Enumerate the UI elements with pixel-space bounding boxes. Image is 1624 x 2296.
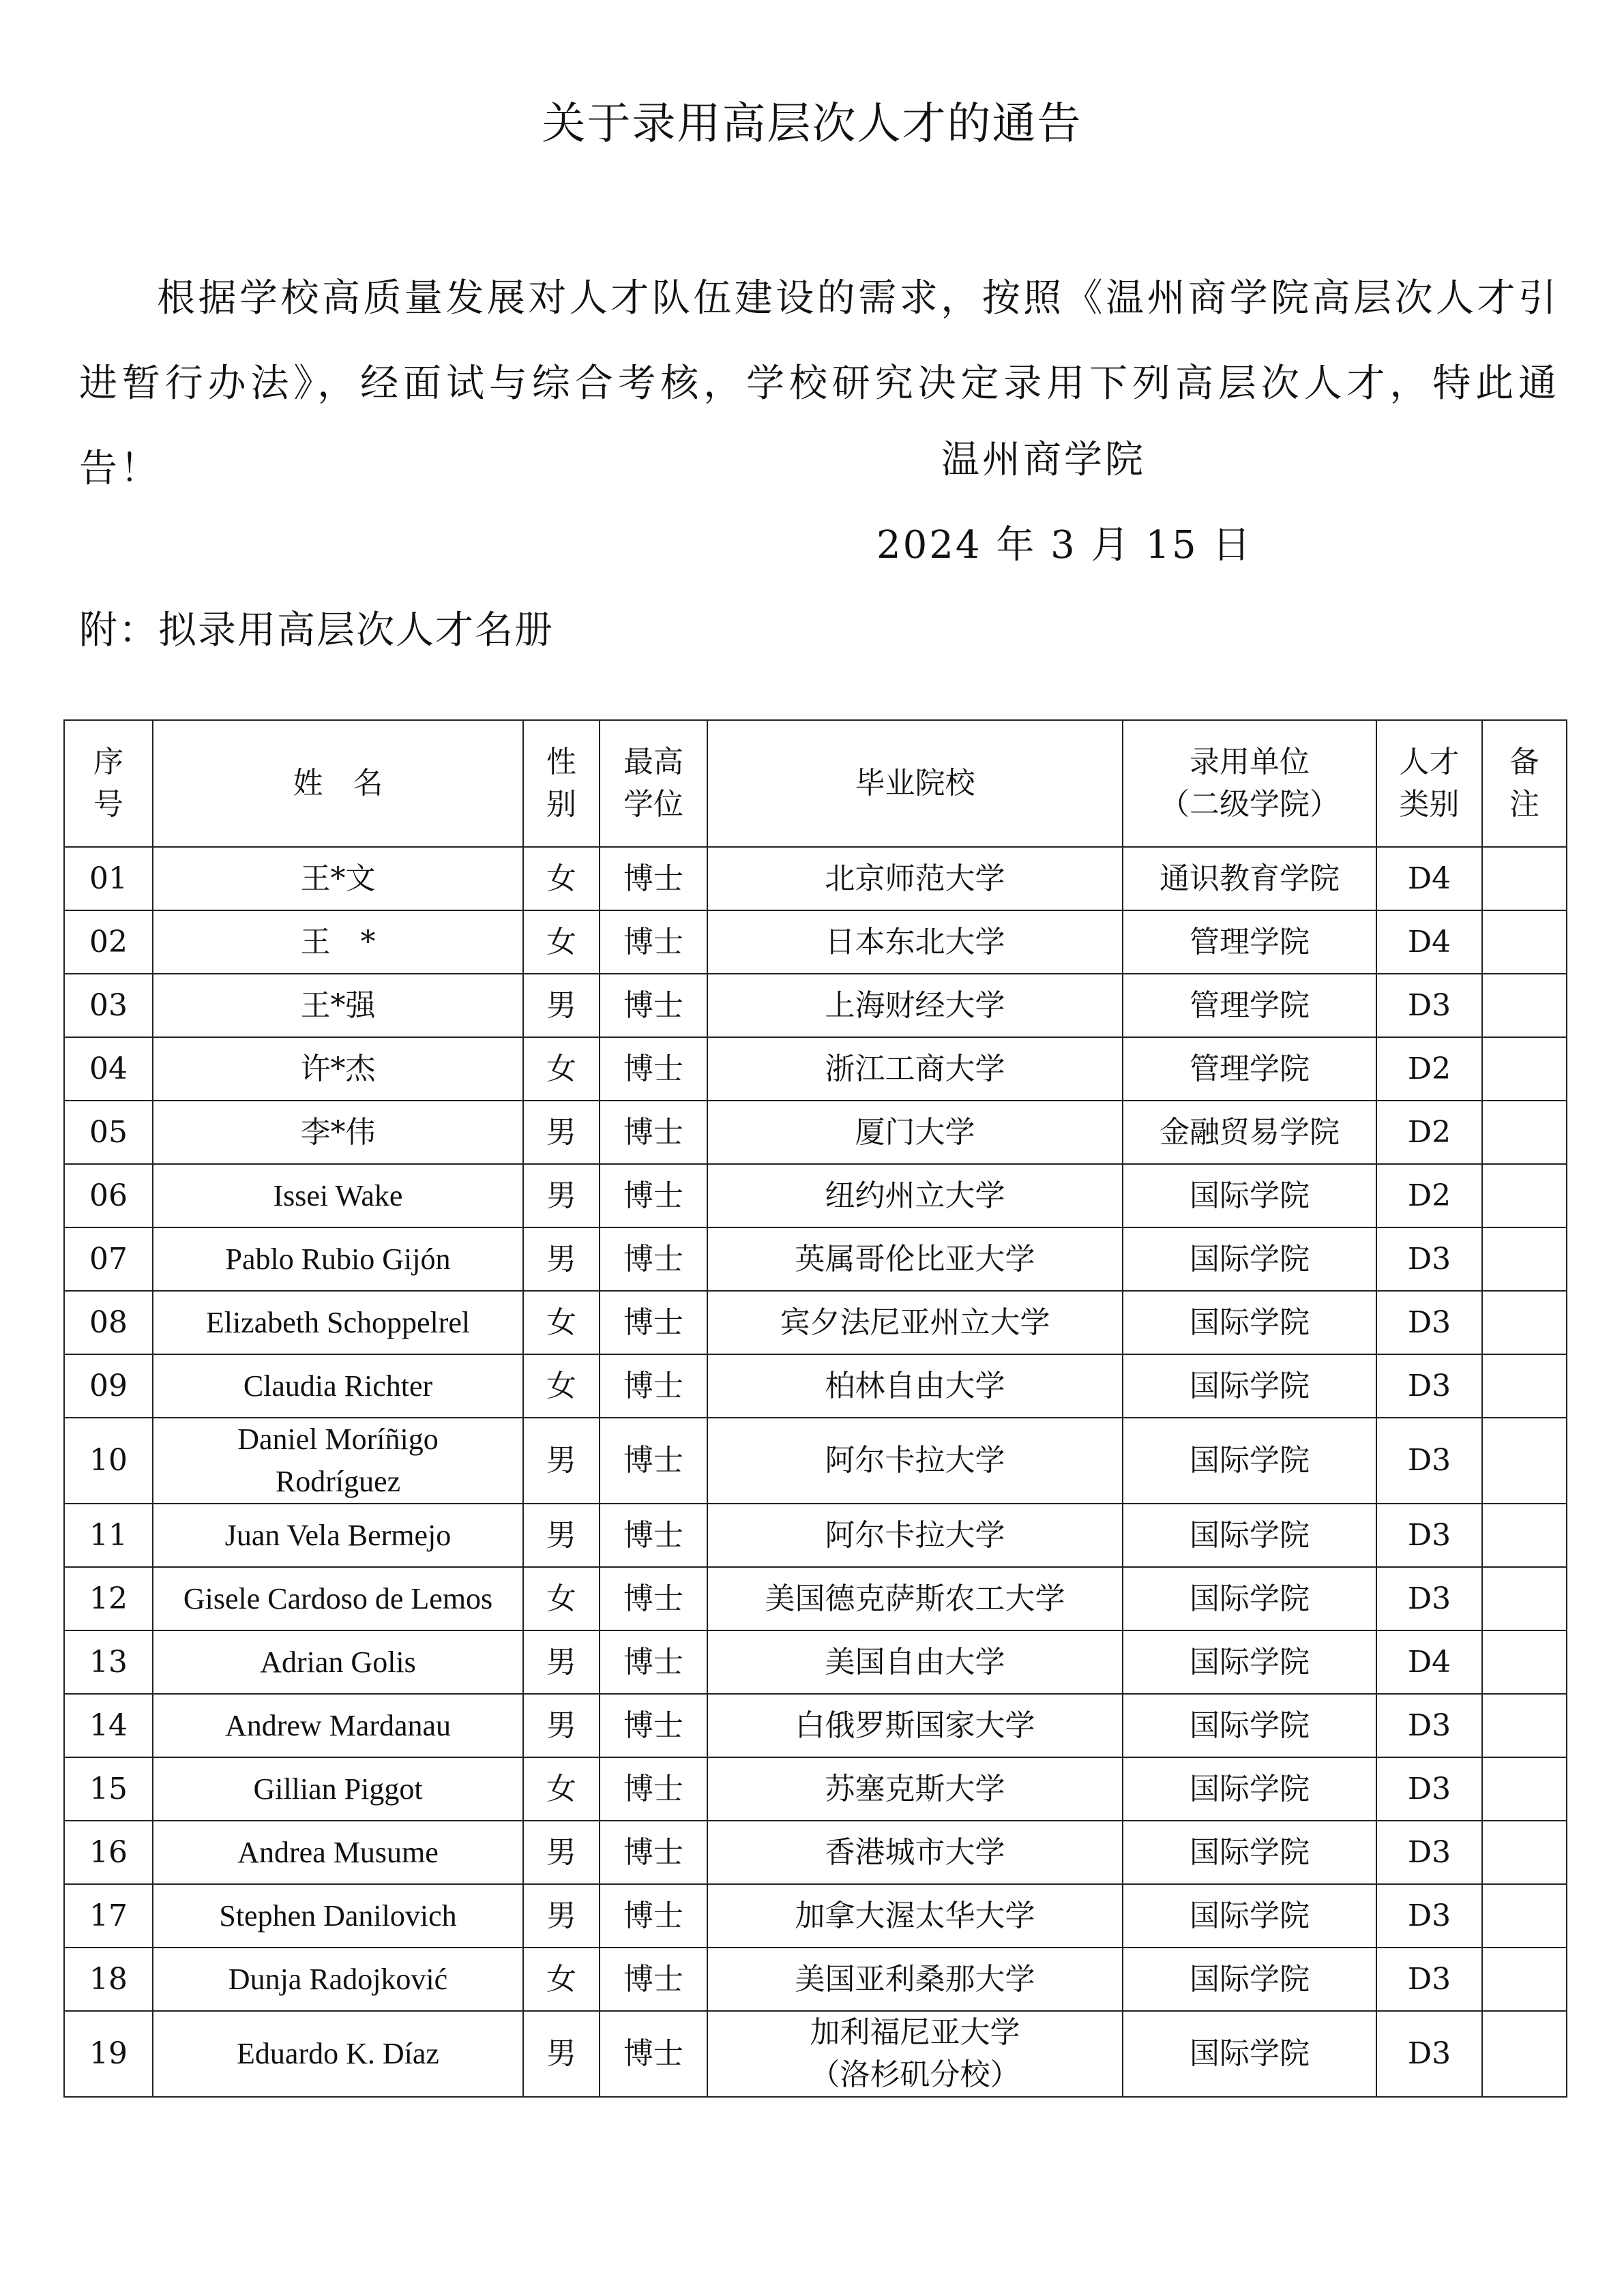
- cell-name: Andrea Musume: [153, 1821, 523, 1884]
- table-row: [64, 1757, 1567, 1821]
- table-row: [64, 1884, 1567, 1948]
- header-no-line2: 号: [93, 787, 123, 822]
- cell-category: D2: [1376, 1037, 1482, 1101]
- table-row: [64, 1227, 1567, 1291]
- cell-category: D3: [1376, 1227, 1482, 1291]
- cell-school: 阿尔卡拉大学: [707, 1418, 1123, 1504]
- cell-remarks: [1482, 1757, 1567, 1821]
- header-category-line1: 人才: [1399, 745, 1460, 779]
- cell-school: 白俄罗斯国家大学: [707, 1694, 1123, 1757]
- cell-name-line2: Rodríguez: [275, 1465, 401, 1498]
- cell-degree: 博士: [600, 974, 707, 1037]
- cell-remarks: [1482, 974, 1567, 1037]
- cell-remarks: [1482, 1037, 1567, 1101]
- cell-remarks: [1482, 1504, 1567, 1567]
- cell-unit: 国际学院: [1123, 1227, 1376, 1291]
- cell-remarks: [1482, 1164, 1567, 1227]
- cell-school: [707, 2011, 1123, 2097]
- cell-no: 01: [64, 847, 153, 910]
- cell-no: 10: [64, 1418, 153, 1504]
- cell-remarks: [1482, 2011, 1567, 2097]
- cell-degree: 博士: [600, 910, 707, 974]
- table-row: [64, 1821, 1567, 1884]
- table-row: [64, 1567, 1567, 1630]
- cell-school: 加拿大渥太华大学: [707, 1884, 1123, 1948]
- cell-no: 15: [64, 1757, 153, 1821]
- cell-unit: 国际学院: [1123, 1291, 1376, 1354]
- header-unit-line1: 录用单位: [1190, 745, 1310, 779]
- cell-category: D3: [1376, 1821, 1482, 1884]
- cell-name: Juan Vela Bermejo: [153, 1504, 523, 1567]
- cell-school: 纽约州立大学: [707, 1164, 1123, 1227]
- cell-remarks: [1482, 847, 1567, 910]
- cell-gender: 女: [523, 1037, 600, 1101]
- cell-name: Dunja Radojković: [153, 1948, 523, 2011]
- cell-unit: 管理学院: [1123, 1037, 1376, 1101]
- header-remarks: [1482, 720, 1567, 847]
- cell-gender: 女: [523, 1757, 600, 1821]
- table-row: [64, 1418, 1567, 1504]
- cell-name: Andrew Mardanau: [153, 1694, 523, 1757]
- cell-unit: 通识教育学院: [1123, 847, 1376, 910]
- cell-unit: 国际学院: [1123, 1504, 1376, 1567]
- cell-category: D3: [1376, 1694, 1482, 1757]
- cell-no: 03: [64, 974, 153, 1037]
- cell-gender: 男: [523, 1630, 600, 1694]
- cell-category: D3: [1376, 1948, 1482, 2011]
- header-no-line1: 序: [93, 745, 123, 779]
- cell-category: D3: [1376, 1757, 1482, 1821]
- cell-degree: 博士: [600, 1757, 707, 1821]
- cell-no: 07: [64, 1227, 153, 1291]
- cell-degree: 博士: [600, 1291, 707, 1354]
- cell-no: 16: [64, 1821, 153, 1884]
- cell-gender: 男: [523, 1884, 600, 1948]
- cell-unit: 国际学院: [1123, 1757, 1376, 1821]
- cell-category: D2: [1376, 1101, 1482, 1164]
- cell-degree: 博士: [600, 1037, 707, 1101]
- header-remarks-line2: 注: [1509, 787, 1539, 822]
- table-row: [64, 1948, 1567, 2011]
- cell-school: 英属哥伦比亚大学: [707, 1227, 1123, 1291]
- cell-unit: 国际学院: [1123, 1694, 1376, 1757]
- header-degree-line1: 最高: [623, 745, 683, 779]
- header-name: 姓 名: [153, 720, 523, 847]
- table-row: [64, 847, 1567, 910]
- cell-remarks: [1482, 1821, 1567, 1884]
- cell-name: Adrian Golis: [153, 1630, 523, 1694]
- cell-remarks: [1482, 1418, 1567, 1504]
- cell-name: Stephen Danilovich: [153, 1884, 523, 1948]
- table-row: [64, 1354, 1567, 1418]
- cell-school: 阿尔卡拉大学: [707, 1504, 1123, 1567]
- attachment-title: 附：拟录用高层次人才名册: [79, 608, 554, 653]
- cell-name: 王*文: [153, 847, 523, 910]
- cell-category: D3: [1376, 1504, 1482, 1567]
- cell-remarks: [1482, 910, 1567, 974]
- cell-gender: 女: [523, 847, 600, 910]
- cell-degree: 博士: [600, 1948, 707, 2011]
- cell-remarks: [1482, 1567, 1567, 1630]
- cell-remarks: [1482, 1227, 1567, 1291]
- cell-school: 香港城市大学: [707, 1821, 1123, 1884]
- table-row: [64, 1630, 1567, 1694]
- talent-roster-table: [63, 719, 1567, 2098]
- cell-category: D3: [1376, 974, 1482, 1037]
- cell-degree: 博士: [600, 847, 707, 910]
- cell-remarks: [1482, 1630, 1567, 1694]
- cell-degree: 博士: [600, 1227, 707, 1291]
- cell-school: 美国自由大学: [707, 1630, 1123, 1694]
- cell-unit: 国际学院: [1123, 2011, 1376, 2097]
- cell-school: 美国德克萨斯农工大学: [707, 1567, 1123, 1630]
- cell-gender: 男: [523, 1227, 600, 1291]
- cell-unit: 国际学院: [1123, 1418, 1376, 1504]
- cell-name: Claudia Richter: [153, 1354, 523, 1418]
- cell-unit: 国际学院: [1123, 1630, 1376, 1694]
- table-row: [64, 1504, 1567, 1567]
- header-school: 毕业院校: [707, 720, 1123, 847]
- header-degree-line2: 学位: [623, 787, 683, 822]
- cell-unit: 国际学院: [1123, 1948, 1376, 2011]
- cell-category: D3: [1376, 1567, 1482, 1630]
- cell-name: 李*伟: [153, 1101, 523, 1164]
- cell-gender: 男: [523, 1821, 600, 1884]
- header-unit-line2: （二级学院）: [1160, 787, 1340, 822]
- cell-gender: 女: [523, 1354, 600, 1418]
- cell-gender: 男: [523, 1504, 600, 1567]
- cell-school: 柏林自由大学: [707, 1354, 1123, 1418]
- cell-school: 苏塞克斯大学: [707, 1757, 1123, 1821]
- cell-degree: 博士: [600, 1884, 707, 1948]
- cell-category: D3: [1376, 1884, 1482, 1948]
- cell-no: 02: [64, 910, 153, 974]
- cell-gender: 男: [523, 1694, 600, 1757]
- signer: 温州商学院: [941, 438, 1146, 482]
- cell-remarks: [1482, 1101, 1567, 1164]
- cell-degree: 博士: [600, 1630, 707, 1694]
- page-title: 关于录用高层次人才的通告: [542, 99, 1082, 149]
- cell-gender: 男: [523, 2011, 600, 2097]
- header-degree: [600, 720, 707, 847]
- cell-category: D3: [1376, 1291, 1482, 1354]
- cell-remarks: [1482, 1354, 1567, 1418]
- cell-no: 09: [64, 1354, 153, 1418]
- cell-no: 18: [64, 1948, 153, 2011]
- header-gender-line1: 性: [546, 745, 576, 779]
- table-row: [64, 1694, 1567, 1757]
- cell-category: D3: [1376, 1418, 1482, 1504]
- cell-no: 11: [64, 1504, 153, 1567]
- header-unit: [1123, 720, 1376, 847]
- cell-name-line1: Daniel Moríñigo: [237, 1422, 439, 1456]
- cell-school: 日本东北大学: [707, 910, 1123, 974]
- cell-no: 13: [64, 1630, 153, 1694]
- cell-no: 14: [64, 1694, 153, 1757]
- table-row: [64, 2011, 1567, 2097]
- cell-unit: 国际学院: [1123, 1354, 1376, 1418]
- cell-name: 王*强: [153, 974, 523, 1037]
- cell-category: D4: [1376, 910, 1482, 974]
- table-row: [64, 1291, 1567, 1354]
- cell-unit: 金融贸易学院: [1123, 1101, 1376, 1164]
- table-row: [64, 1037, 1567, 1101]
- cell-no: 19: [64, 2011, 153, 2097]
- cell-degree: 博士: [600, 1567, 707, 1630]
- cell-name: Eduardo K. Díaz: [153, 2011, 523, 2097]
- cell-name: 许*杰: [153, 1037, 523, 1101]
- cell-school-line1: 加利福尼亚大学: [810, 2015, 1020, 2050]
- header-category: [1376, 720, 1482, 847]
- cell-category: D3: [1376, 1354, 1482, 1418]
- cell-school-line2: （洛杉矶分校）: [810, 2057, 1020, 2092]
- cell-no: 08: [64, 1291, 153, 1354]
- cell-degree: 博士: [600, 2011, 707, 2097]
- cell-name: Pablo Rubio Gijón: [153, 1227, 523, 1291]
- cell-degree: 博士: [600, 1354, 707, 1418]
- cell-school: 宾夕法尼亚州立大学: [707, 1291, 1123, 1354]
- cell-degree: 博士: [600, 1821, 707, 1884]
- cell-remarks: [1482, 1291, 1567, 1354]
- cell-remarks: [1482, 1884, 1567, 1948]
- cell-gender: 女: [523, 1948, 600, 2011]
- cell-name: Elizabeth Schoppelrel: [153, 1291, 523, 1354]
- table-header-row: [64, 720, 1567, 847]
- cell-degree: 博士: [600, 1101, 707, 1164]
- cell-degree: 博士: [600, 1418, 707, 1504]
- header-no: [64, 720, 153, 847]
- cell-gender: 女: [523, 1291, 600, 1354]
- cell-no: 17: [64, 1884, 153, 1948]
- table-row: [64, 1101, 1567, 1164]
- cell-school: 美国亚利桑那大学: [707, 1948, 1123, 2011]
- cell-name: Gisele Cardoso de Lemos: [153, 1567, 523, 1630]
- cell-gender: 男: [523, 1418, 600, 1504]
- header-category-line2: 类别: [1399, 787, 1460, 822]
- cell-name: Gillian Piggot: [153, 1757, 523, 1821]
- cell-degree: 博士: [600, 1164, 707, 1227]
- cell-school: 北京师范大学: [707, 847, 1123, 910]
- cell-unit: 国际学院: [1123, 1567, 1376, 1630]
- notice-date: 2024 年 3 月 15 日: [876, 523, 1253, 567]
- cell-gender: 男: [523, 1164, 600, 1227]
- cell-school: 浙江工商大学: [707, 1037, 1123, 1101]
- cell-gender: 女: [523, 910, 600, 974]
- cell-no: 04: [64, 1037, 153, 1101]
- cell-gender: 女: [523, 1567, 600, 1630]
- cell-degree: 博士: [600, 1504, 707, 1567]
- cell-unit: 国际学院: [1123, 1884, 1376, 1948]
- cell-no: 05: [64, 1101, 153, 1164]
- cell-school: 上海财经大学: [707, 974, 1123, 1037]
- notice-body: 根据学校高质量发展对人才队伍建设的需求，按照《温州商学院高层次人才引进暂行办法》，经面试与综合考核，学校研究决定录用下列高层次人才，特此通告！: [79, 276, 1559, 491]
- cell-category: D4: [1376, 1630, 1482, 1694]
- header-gender: [523, 720, 600, 847]
- header-gender-line2: 别: [546, 787, 576, 822]
- cell-name: Issei Wake: [153, 1164, 523, 1227]
- cell-remarks: [1482, 1694, 1567, 1757]
- table-row: [64, 910, 1567, 974]
- cell-remarks: [1482, 1948, 1567, 2011]
- header-remarks-line1: 备: [1509, 745, 1539, 779]
- cell-category: D4: [1376, 847, 1482, 910]
- cell-no: 12: [64, 1567, 153, 1630]
- cell-degree: 博士: [600, 1694, 707, 1757]
- cell-unit: 管理学院: [1123, 910, 1376, 974]
- cell-unit: 管理学院: [1123, 974, 1376, 1037]
- cell-name: 王 *: [153, 910, 523, 974]
- cell-category: D3: [1376, 2011, 1482, 2097]
- cell-gender: 男: [523, 1101, 600, 1164]
- cell-name: [153, 1418, 523, 1504]
- cell-unit: 国际学院: [1123, 1821, 1376, 1884]
- cell-no: 06: [64, 1164, 153, 1227]
- cell-school: 厦门大学: [707, 1101, 1123, 1164]
- cell-gender: 男: [523, 974, 600, 1037]
- cell-unit: 国际学院: [1123, 1164, 1376, 1227]
- cell-category: D2: [1376, 1164, 1482, 1227]
- table-row: [64, 1164, 1567, 1227]
- table-row: [64, 974, 1567, 1037]
